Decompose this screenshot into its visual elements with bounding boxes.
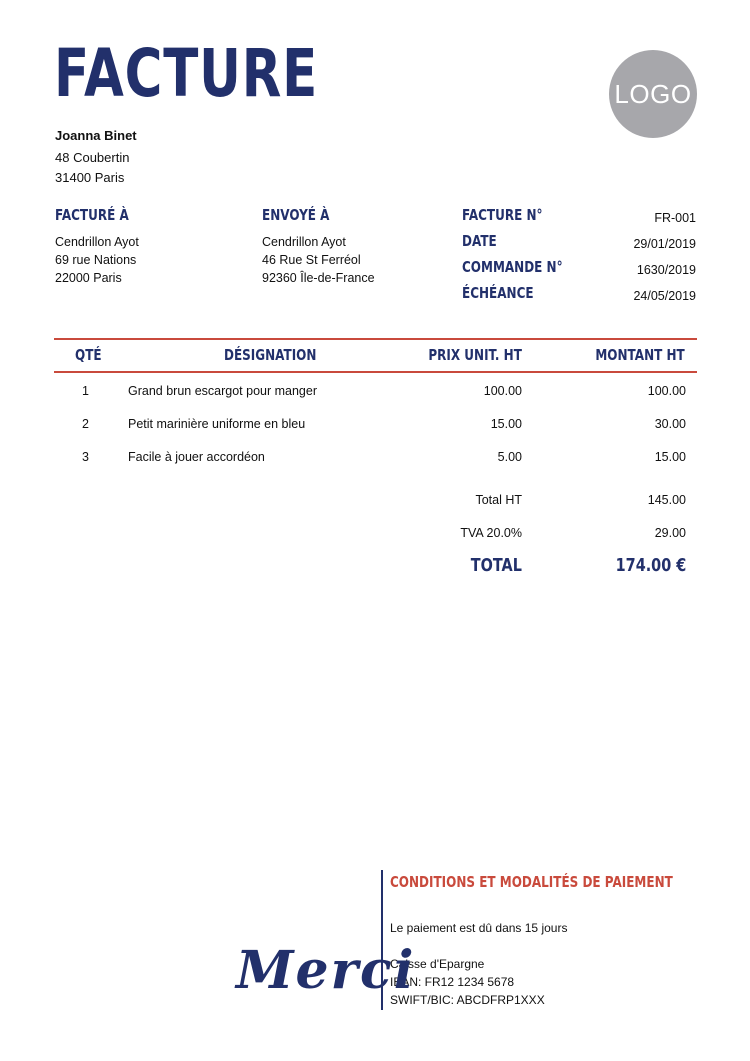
sender-name: Joanna Binet: [55, 128, 137, 143]
ship-to-block: [262, 233, 375, 287]
column-header-designation: DÉSIGNATION: [224, 346, 317, 364]
due-date-label: ÉCHÉANCE: [462, 284, 534, 302]
row3-unit-price: 5.00: [497, 450, 522, 464]
payment-due-text: Le paiement est dû dans 15 jours: [390, 921, 568, 935]
invoice-number-label: FACTURE N°: [462, 206, 543, 224]
order-number-value: 1630/2019: [636, 263, 696, 277]
invoice-title: FACTURE: [54, 35, 319, 112]
row1-qty: 1: [82, 384, 89, 398]
company-logo: LOGO: [609, 50, 697, 138]
ship-to-line1: 46 Rue St Ferréol: [262, 253, 361, 267]
column-header-unit-price: PRIX UNIT. HT: [428, 346, 522, 364]
order-number-label: COMMANDE N°: [462, 258, 563, 276]
subtotal-value: 145.00: [647, 493, 686, 507]
column-header-amount: MONTANT HT: [595, 346, 685, 364]
row2-designation: Petit marinière uniforme en bleu: [128, 417, 306, 431]
row1-designation: Grand brun escargot pour manger: [128, 384, 317, 398]
table-top-rule: [54, 338, 697, 340]
due-date-value: 24/05/2019: [633, 289, 696, 303]
iban: IBAN: FR12 1234 5678: [390, 975, 515, 989]
bill-to-block: [55, 233, 139, 287]
row1-amount: 100.00: [647, 384, 686, 398]
tax-value: 29.00: [654, 526, 686, 540]
row3-qty: 3: [82, 450, 89, 464]
row2-qty: 2: [82, 417, 89, 431]
date-label: DATE: [462, 232, 497, 250]
table-header-rule: [54, 371, 697, 373]
sender-address-line1: 48 Coubertin: [55, 150, 130, 165]
bill-to-line1: 69 rue Nations: [55, 253, 137, 267]
sender-address-line2: 31400 Paris: [55, 170, 125, 185]
invoice-number-value: FR-001: [654, 211, 696, 225]
column-header-amount-wrap: [573, 346, 685, 364]
ship-to-line2: 92360 Île-de-France: [262, 271, 375, 285]
thank-you-text: Merci: [236, 940, 416, 1001]
bill-to-name: Cendrillon Ayot: [55, 235, 139, 249]
ship-to-name: Cendrillon Ayot: [262, 235, 346, 249]
row2-unit-price: 15.00: [490, 417, 522, 431]
row1-unit-price: 100.00: [483, 384, 522, 398]
payment-terms-heading: CONDITIONS ET MODALITÉS DE PAIEMENT: [390, 873, 673, 891]
ship-to-heading: ENVOYÉ À: [262, 206, 330, 224]
grand-total-value-wrap: [598, 555, 686, 576]
date-value: 29/01/2019: [633, 237, 696, 251]
bank-name: Caisse d'Epargne: [390, 957, 485, 971]
sender-block: [55, 126, 137, 188]
row3-designation: Facile à jouer accordéon: [128, 450, 265, 464]
grand-total-label-wrap: [458, 555, 522, 576]
row3-amount: 15.00: [654, 450, 686, 464]
column-header-unit-price-wrap: [405, 346, 522, 364]
grand-total-value: 174.00 €: [615, 555, 686, 576]
swift-bic: SWIFT/BIC: ABCDFRP1XXX: [390, 993, 545, 1007]
row2-amount: 30.00: [654, 417, 686, 431]
grand-total-label: TOTAL: [470, 555, 522, 576]
column-header-qty: QTÉ: [75, 346, 102, 364]
bill-to-line2: 22000 Paris: [55, 271, 122, 285]
tax-label: TVA 20.0%: [460, 526, 522, 540]
subtotal-label: Total HT: [475, 493, 522, 507]
bill-to-heading: FACTURÉ À: [55, 206, 129, 224]
